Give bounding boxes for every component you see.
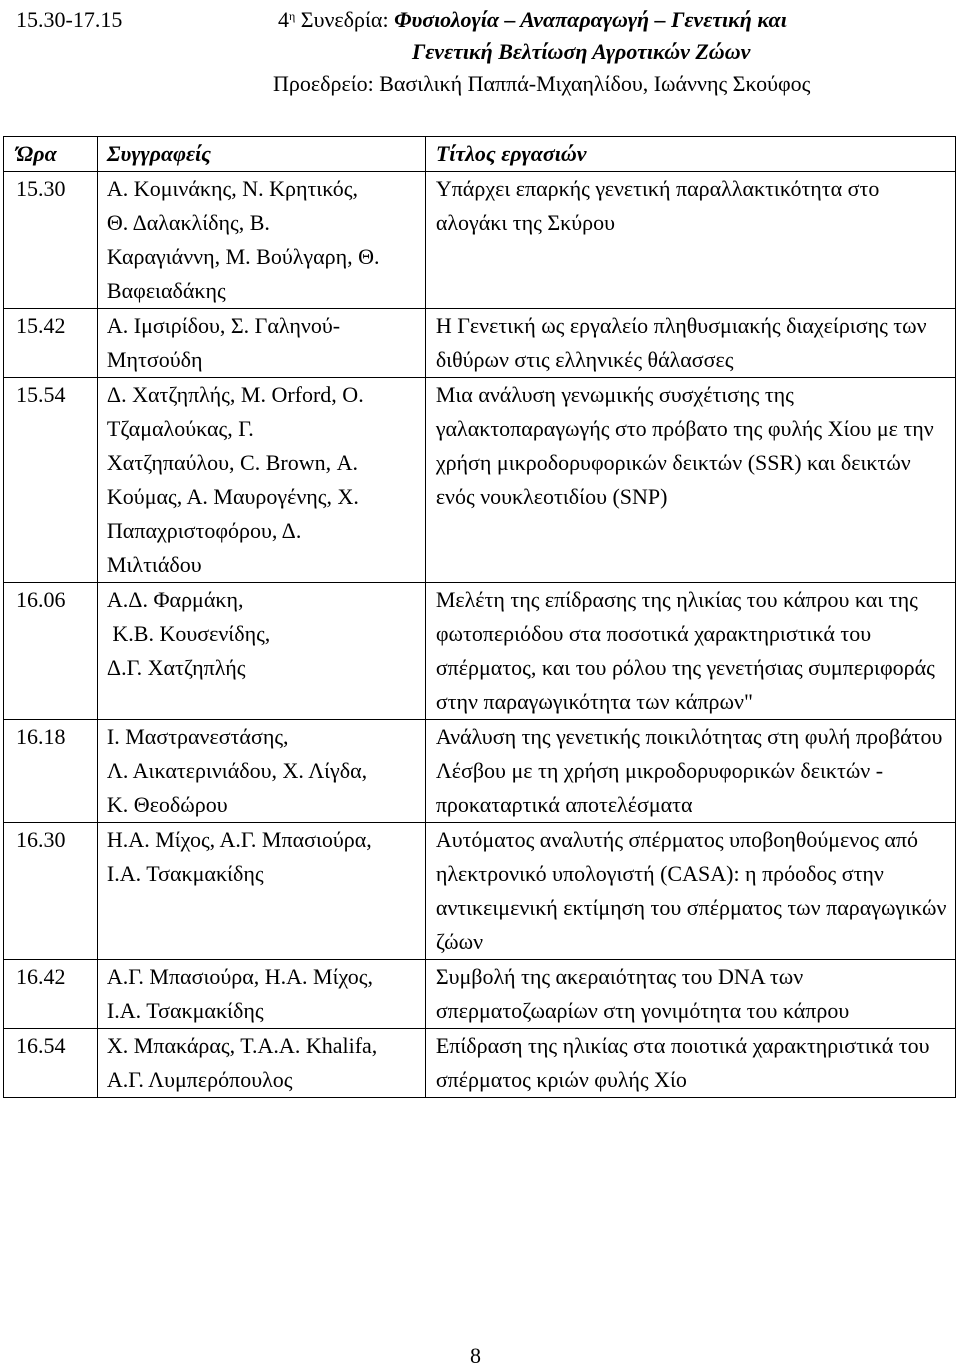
author-line: Μιλτιάδου — [106, 552, 202, 577]
author-line: Δ.Γ. Χατζηπλής — [106, 655, 246, 680]
table-row — [4, 1029, 956, 1098]
paper-title: Μια ανάλυση γενωμικής συσχέτισης της γαλακτοπαραγωγής στο πρόβατο της φυλής Χίου με την χρήση μικροδορυφορικών δεικτών (SSR) και δεικτών ενός νουκλεοτιδίου (SNP) — [435, 382, 934, 509]
paper-title: Η Γενετική ως εργαλείο πληθυσμιακής διαχείρισης των διθύρων στις ελληνικές θάλασσες — [435, 313, 927, 372]
row-time: 16.06 — [4, 583, 98, 720]
author-line: Κ.Β. Κουσενίδης, — [106, 621, 271, 646]
author-line: Ι. Μαστρανεστάσης, — [106, 724, 289, 749]
paper-title: Μελέτη της επίδρασης της ηλικίας του κάπρου και της φωτοπεριόδου στα ποσοτικά χαρακτηριστικά του σπέρματος, και του ρόλου της γενετήσιας συμπεριφοράς στην παραγωγικότητα των κάπρων" — [435, 587, 935, 714]
row-title — [425, 720, 955, 823]
table-header-row — [4, 137, 956, 172]
row-time: 15.54 — [4, 378, 98, 583]
row-authors — [97, 309, 425, 378]
row-title — [425, 1029, 955, 1098]
table-row — [4, 583, 956, 720]
row-authors — [97, 720, 425, 823]
row-authors — [97, 378, 425, 583]
author-line: Α.Δ. Φαρμάκη, — [106, 587, 244, 612]
paper-title: Αυτόματος αναλυτής σπέρματος υποβοηθούμενος από ηλεκτρονικό υπολογιστή (CASA): η πρόοδος στην αντικειμενική εκτίμηση του σπέρματος των παραγωγικών ζώων — [435, 827, 947, 954]
row-title — [425, 378, 955, 583]
paper-title: Επίδραση της ηλικίας στα ποιοτικά χαρακτηριστικά του σπέρματος κριών φυλής Χίο — [435, 1033, 930, 1092]
author-line: Κ. Θεοδώρου — [106, 792, 228, 817]
author-line: Βαφειαδάκης — [106, 278, 226, 303]
session-label: Συνεδρία: — [300, 7, 389, 32]
row-time: 16.30 — [4, 823, 98, 960]
author-line: Λ. Αικατερινιάδου, Χ. Λίγδα, — [106, 758, 368, 783]
session-chairs: Προεδρείο: Βασιλική Παππά-Μιχαηλίδου, Ιωάννης Σκούφος — [273, 71, 811, 96]
schedule-body — [4, 172, 956, 1098]
row-time: 15.30 — [4, 172, 98, 309]
table-row — [4, 720, 956, 823]
author-line: Η.Α. Μίχος, Α.Γ. Μπασιούρα, — [106, 827, 372, 852]
row-time: 16.18 — [4, 720, 98, 823]
row-title — [425, 823, 955, 960]
author-line: Α.Γ. Μπασιούρα, Η.Α. Μίχος, — [106, 964, 374, 989]
session-title-part1: Φυσιολογία – Αναπαραγωγή – Γενετική και — [394, 7, 787, 32]
row-time: 16.54 — [4, 1029, 98, 1098]
author-line: Μητσούδη — [106, 347, 203, 372]
row-time: 15.42 — [4, 309, 98, 378]
table-row — [4, 823, 956, 960]
paper-title: Συμβολή της ακεραιότητας του DNA των σπερματοζωαρίων στη γονιμότητα του κάπρου — [435, 964, 850, 1023]
row-title — [425, 172, 955, 309]
row-authors — [97, 823, 425, 960]
author-line: Καραγιάννη, Μ. Βούλγαρη, Θ. — [106, 244, 380, 269]
table-row — [4, 960, 956, 1029]
author-line: Τζαμαλούκας, Γ. — [106, 416, 254, 441]
column-header-title: Τίτλος εργασιών — [425, 137, 955, 172]
column-header-authors: Συγγραφείς — [97, 137, 425, 172]
author-line: Δ. Χατζηπλής, Μ. Orford, Ο. — [106, 382, 364, 407]
paper-title: Υπάρχει επαρκής γενετική παραλλακτικότητα στο αλογάκι της Σκύρου — [435, 176, 880, 235]
author-line: Ι.Α. Τσακμακίδης — [106, 998, 264, 1023]
table-row — [4, 378, 956, 583]
page-number: 8 — [470, 1343, 481, 1368]
row-time: 16.42 — [4, 960, 98, 1029]
session-number-suffix: η — [289, 9, 296, 23]
column-header-time: Ώρα — [4, 137, 98, 172]
table-row — [4, 309, 956, 378]
schedule-table — [3, 136, 956, 1098]
row-title — [425, 309, 955, 378]
row-authors — [97, 172, 425, 309]
session-time: 15.30-17.15 — [16, 7, 123, 32]
row-authors — [97, 1029, 425, 1098]
session-title-line1 — [278, 4, 787, 36]
row-title — [425, 960, 955, 1029]
row-authors — [97, 960, 425, 1029]
author-line: Κούμας, Α. Μαυρογένης, Χ. — [106, 484, 359, 509]
paper-title: Ανάλυση της γενετικής ποικιλότητας στη φυλή προβάτου Λέσβου με τη χρήση μικροδορυφορικών δεικτών - προκαταρτικά αποτελέσματα — [435, 724, 943, 817]
author-line: Α.Γ. Λυμπερόπουλος — [106, 1067, 293, 1092]
table-row — [4, 172, 956, 309]
author-line: Α. Ιμσιρίδου, Σ. Γαληνού- — [106, 313, 341, 338]
author-line: Θ. Δαλακλίδης, Β. — [106, 210, 270, 235]
author-line: Χ. Μπακάρας, Τ.Α.Α. Khalifa, — [106, 1033, 378, 1058]
row-title — [425, 583, 955, 720]
session-title-part2: Γενετική Βελτίωση Αγροτικών Ζώων — [412, 39, 751, 64]
session-number: 4 — [278, 7, 289, 32]
author-line: Ι.Α. Τσακμακίδης — [106, 861, 264, 886]
author-line: Α. Κομινάκης, Ν. Κρητικός, — [106, 176, 359, 201]
author-line: Παπαχριστοφόρου, Δ. — [106, 518, 302, 543]
row-authors — [97, 583, 425, 720]
author-line: Χατζηπαύλου, C. Brown, Α. — [106, 450, 358, 475]
